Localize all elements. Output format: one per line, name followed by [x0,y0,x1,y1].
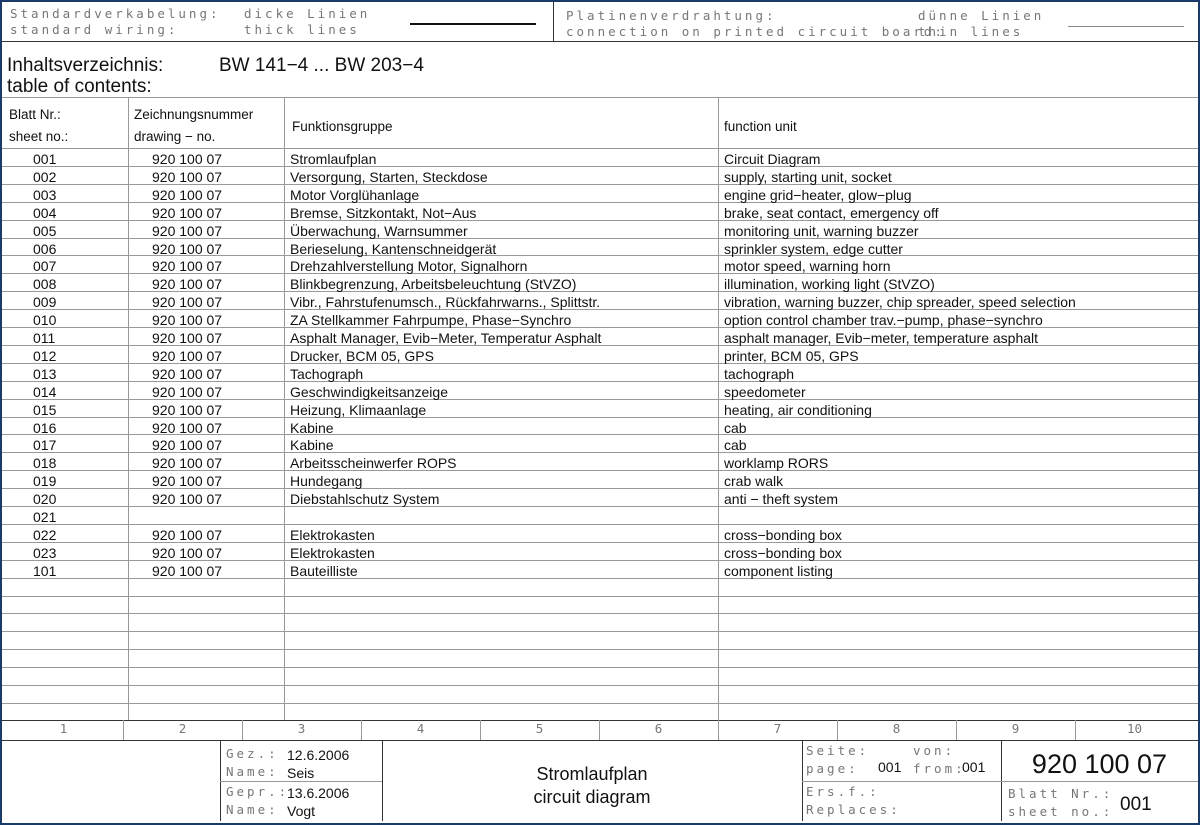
cell-function-unit: illumination, working light (StVZO) [724,276,935,292]
cell-function-unit: Circuit Diagram [724,151,821,167]
cell-function-group: Bremse, Sitzkontakt, Not−Aus [290,205,477,221]
row-line [2,685,1198,686]
cell-drawing: 920 100 07 [152,527,223,543]
cell-function-group: Arbeitsscheinwerfer ROPS [290,455,457,471]
header-function-group: Funktionsgruppe [292,119,393,134]
replaces-label: Replaces: [806,802,901,817]
grid-number: 10 [1126,721,1143,736]
cell-function-group: ZA Stellkammer Fahrpumpe, Phase−Synchro [290,312,572,328]
row-line [2,631,1198,632]
cell-drawing: 920 100 07 [152,402,223,418]
grid-number: 8 [892,721,901,736]
grid-divider [242,720,243,740]
cell-function-unit: anti − theft system [724,491,838,507]
cell-drawing: 920 100 07 [152,455,223,471]
table-header-border [2,148,1198,149]
cell-sheet: 012 [33,348,57,364]
title-de: Stromlaufplan [536,764,648,784]
cell-function-group: Kabine [290,420,334,436]
cell-function-unit: asphalt manager, Evib−meter, temperature asphalt [724,330,1039,346]
gez-label: Gez.: [226,746,279,761]
cell-sheet: 007 [33,258,57,274]
cell-drawing: 920 100 07 [152,366,223,382]
cell-sheet: 010 [33,312,57,328]
cell-drawing: 920 100 07 [152,205,223,221]
thin-line-sample [1068,26,1184,27]
cell-sheet: 001 [33,151,57,167]
cell-function-unit: heating, air conditioning [724,402,872,418]
legend-pcb-de: Platinenverdrahtung: [566,8,777,23]
cell-function-unit: cross−bonding box [724,527,842,543]
grid-divider [599,720,600,740]
cell-drawing: 920 100 07 [152,473,223,489]
row-line [2,649,1198,650]
cell-drawing: 920 100 07 [152,223,223,239]
row-line [2,613,1198,614]
cell-function-unit: option control chamber trav.−pump, phase−synchro [724,312,1043,328]
cell-sheet: 014 [33,384,57,400]
cell-sheet: 002 [33,169,57,185]
cell-function-group: Drehzahlverstellung Motor, Signalhorn [290,258,528,274]
grid-number: 6 [654,721,663,736]
col-divider-1 [128,97,129,720]
page-label: page: [806,761,859,776]
grid-divider [956,720,957,740]
cell-function-group: Bauteilliste [290,563,358,579]
cell-function-group: Diebstahlschutz System [290,491,440,507]
sheet-label: sheet no.: [1008,804,1114,819]
cell-function-unit: tachograph [724,366,795,382]
col-divider-2 [284,97,285,720]
title-block-top-border [2,740,1198,741]
cell-drawing: 920 100 07 [152,563,223,579]
cell-function-group: Elektrokasten [290,545,375,561]
cell-function-unit: brake, seat contact, emergency off [724,205,939,221]
title-en: circuit diagram [533,787,651,807]
cell-function-unit: speedometer [724,384,806,400]
col-divider-3 [718,97,719,720]
cell-sheet: 005 [33,223,57,239]
cell-function-group: Überwachung, Warnsummer [290,223,468,239]
gepr-date: 13.6.2006 [287,785,350,801]
row-line [2,596,1198,597]
von-label: von: [913,743,956,758]
legend-standard-en: standard wiring: [10,22,179,37]
cell-drawing: 920 100 07 [152,384,223,400]
cell-function-unit: engine grid−heater, glow−plug [724,187,912,203]
grid-number: 1 [59,721,68,736]
cell-sheet: 018 [33,455,57,471]
cell-function-unit: crab walk [724,473,784,489]
cell-drawing: 920 100 07 [152,348,223,364]
cell-function-unit: cab [724,420,747,436]
grid-divider [361,720,362,740]
cell-function-group: Hundegang [290,473,363,489]
grid-number: 3 [297,721,306,736]
cell-sheet: 101 [33,563,57,579]
gepr-label: Gepr.: [226,784,290,799]
cell-function-group: Vibr., Fahrstufenumsch., Rückfahrwarns., Splittstr. [290,294,601,310]
cell-function-unit: worklamp RORS [724,455,829,471]
cell-sheet: 013 [33,366,57,382]
gez-name-label: Name: [226,764,279,779]
cell-drawing: 920 100 07 [152,258,223,274]
grid-number: 9 [1011,721,1020,736]
page-value: 001 [878,759,902,775]
cell-function-group: Elektrokasten [290,527,375,543]
legend-bottom-border [2,41,1198,42]
cell-sheet: 017 [33,437,57,453]
cell-function-group: Drucker, BCM 05, GPS [290,348,434,364]
ersf-label: Ers.f.: [806,784,880,799]
table-top-border [2,97,1198,98]
cell-drawing: 920 100 07 [152,169,223,185]
tb-right-divider [802,781,1198,782]
cell-function-group: Berieselung, Kantenschneidgerät [290,241,497,257]
from-value: 001 [962,759,986,775]
grid-divider [1075,720,1076,740]
grid-divider [718,720,719,740]
sheet-value: 001 [1120,794,1152,815]
cell-drawing: 920 100 07 [152,491,223,507]
cell-sheet: 011 [33,330,56,346]
cell-function-group: Versorgung, Starten, Steckdose [290,169,488,185]
row-line [2,703,1198,704]
cell-sheet: 019 [33,473,57,489]
toc-title-de: Inhaltsverzeichnis: [7,55,164,76]
grid-number: 7 [773,721,782,736]
cell-sheet: 008 [33,276,57,292]
cell-drawing: 920 100 07 [152,276,223,292]
cell-drawing: 920 100 07 [152,294,223,310]
cell-drawing: 920 100 07 [152,312,223,328]
header-sheet-de: Blatt Nr.: [9,107,61,122]
from-label: from: [913,761,966,776]
gez-name: Seis [287,765,315,781]
cell-function-unit: supply, starting unit, socket [724,169,892,185]
legend-standard-de: Standardverkabelung: [10,6,221,21]
gepr-name: Vogt [287,803,316,819]
cell-drawing: 920 100 07 [152,437,223,453]
grid-divider [123,720,124,740]
cell-sheet: 003 [33,187,57,203]
cell-drawing: 920 100 07 [152,420,223,436]
cell-sheet: 015 [33,402,57,418]
cell-drawing: 920 100 07 [152,330,223,346]
legend-thin-en: thin lines [918,24,1024,39]
cell-sheet: 016 [33,420,57,436]
legend-thin-de: dünne Linien [918,8,1045,23]
cell-sheet: 021 [33,509,57,525]
legend-thick-de: dicke Linien [244,6,371,21]
cell-sheet: 006 [33,241,57,257]
cell-drawing: 920 100 07 [152,187,223,203]
cell-function-group: Blinkbegrenzung, Arbeitsbeleuchtung (StVZO) [290,276,577,292]
cell-function-group: Geschwindigkeitsanzeige [290,384,448,400]
cell-function-unit: sprinkler system, edge cutter [724,241,903,257]
legend-pcb-en: connection on printed circuit board: [566,24,945,39]
cell-sheet: 022 [33,527,57,543]
legend-divider [553,2,554,41]
header-drawing-en: drawing − no. [134,129,216,144]
grid-number: 5 [535,721,544,736]
cell-drawing: 920 100 07 [152,241,223,257]
cell-function-group: Asphalt Manager, Evib−Meter, Temperatur Asphalt [290,330,602,346]
header-drawing-de: Zeichnungsnummer [134,107,254,122]
seite-label: Seite: [806,743,870,758]
cell-function-group: Kabine [290,437,334,453]
drawing-number: 920 100 07 [1031,749,1168,779]
cell-function-unit: monitoring unit, warning buzzer [724,223,919,239]
blatt-label: Blatt Nr.: [1008,786,1114,801]
grid-divider [480,720,481,740]
cell-function-unit: vibration, warning buzzer, chip spreader, speed selection [724,294,1076,310]
cell-function-unit: motor speed, warning horn [724,258,891,274]
row-line [2,524,1198,525]
cell-function-unit: cab [724,437,747,453]
cell-drawing: 920 100 07 [152,151,223,167]
cell-function-unit: printer, BCM 05, GPS [724,348,859,364]
thick-line-sample [410,23,536,25]
cell-function-group: Heizung, Klimaanlage [290,402,427,418]
cell-drawing: 920 100 07 [152,545,223,561]
gez-date: 12.6.2006 [287,747,350,763]
cell-function-group: Stromlaufplan [290,151,377,167]
grid-number: 4 [416,721,425,736]
row-line [2,667,1198,668]
legend-thick-en: thick lines [244,22,360,37]
cell-function-unit: component listing [724,563,833,579]
cell-function-group: Motor Vorglühanlage [290,187,420,203]
document-range: BW 141−4 ... BW 203−4 [219,55,424,76]
header-function-unit: function unit [724,119,797,134]
cell-sheet: 009 [33,294,57,310]
cell-sheet: 023 [33,545,57,561]
gepr-name-label: Name: [226,802,279,817]
grid-divider [837,720,838,740]
toc-title-en: table of contents: [7,76,152,97]
cell-sheet: 020 [33,491,57,507]
cell-sheet: 004 [33,205,57,221]
header-sheet-en: sheet no.: [9,129,69,144]
cell-function-group: Tachograph [290,366,364,382]
grid-number: 2 [178,721,187,736]
cell-function-unit: cross−bonding box [724,545,842,561]
